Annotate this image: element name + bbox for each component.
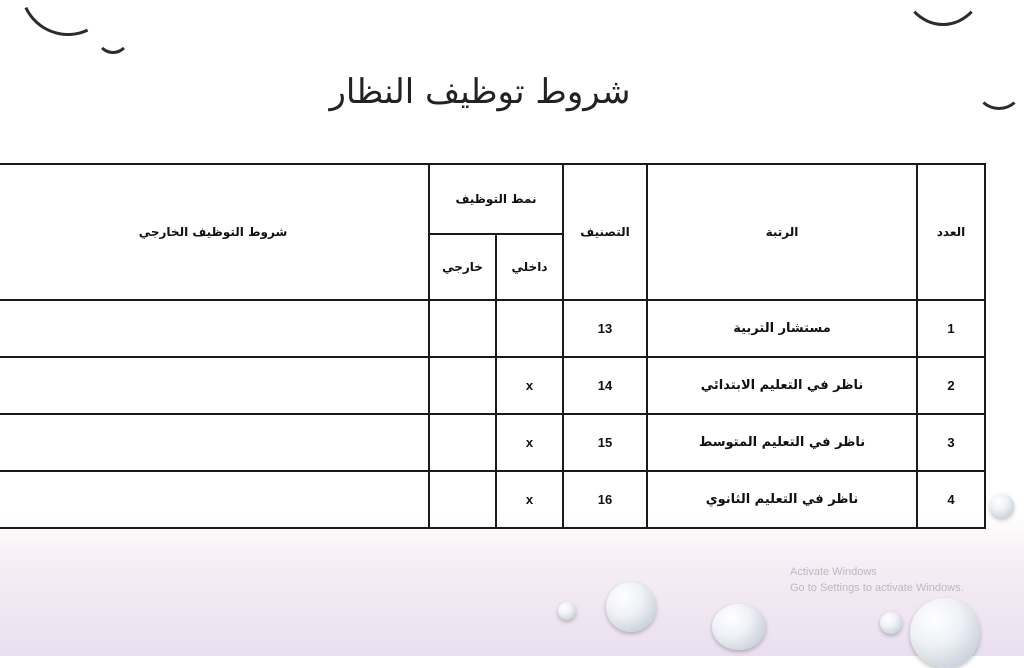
cell-conditions (0, 357, 429, 414)
header-external-conditions: شروط التوظيف الخارجي (0, 164, 429, 300)
page-title: شروط توظيف النظار (329, 72, 631, 112)
cell-external (429, 414, 496, 471)
water-drop (990, 494, 1014, 518)
cell-conditions (0, 414, 429, 471)
cell-rank: ناظر في التعليم المتوسط (647, 414, 917, 471)
header-number: العدد (917, 164, 985, 300)
cell-internal: x (496, 471, 563, 528)
cell-number: 4 (917, 471, 985, 528)
cell-classification: 14 (563, 357, 647, 414)
cell-external (429, 471, 496, 528)
cell-rank: مستشار التربية (647, 300, 917, 357)
cell-internal (496, 300, 563, 357)
activation-watermark (790, 564, 1010, 596)
header-classification: التصنيف (563, 164, 647, 300)
decorative-arc (96, 20, 130, 54)
cell-rank: ناظر في التعليم الثانوي (647, 471, 917, 528)
cell-internal: x (496, 357, 563, 414)
header-employment-mode: نمط التوظيف (429, 164, 563, 234)
cell-classification: 16 (563, 471, 647, 528)
cell-number: 3 (917, 414, 985, 471)
cell-conditions (0, 471, 429, 528)
header-rank: الرتبة (647, 164, 917, 300)
decorative-arc (900, 0, 986, 26)
water-drop (558, 602, 576, 620)
watermark-line-1: Activate Windows (790, 566, 877, 578)
water-drop (880, 612, 902, 634)
table-row (0, 414, 985, 471)
decorative-arc (976, 68, 1022, 110)
water-drop (910, 598, 980, 668)
cell-classification: 15 (563, 414, 647, 471)
table-header-row (0, 164, 985, 234)
water-drop (606, 582, 656, 632)
water-drop (712, 604, 766, 650)
cell-rank: ناظر في التعليم الابتدائي (647, 357, 917, 414)
cell-number: 1 (917, 300, 985, 357)
table-row (0, 300, 985, 357)
watermark-line-2: Go to Settings to activate Windows. (790, 582, 964, 594)
table-row (0, 357, 985, 414)
cell-external (429, 357, 496, 414)
cell-classification: 13 (563, 300, 647, 357)
cell-conditions (0, 300, 429, 357)
header-internal: داخلي (496, 234, 563, 300)
cell-internal: x (496, 414, 563, 471)
header-external: خارجي (429, 234, 496, 300)
employment-conditions-table (0, 163, 986, 529)
table-row (0, 471, 985, 528)
cell-number: 2 (917, 357, 985, 414)
cell-external (429, 300, 496, 357)
